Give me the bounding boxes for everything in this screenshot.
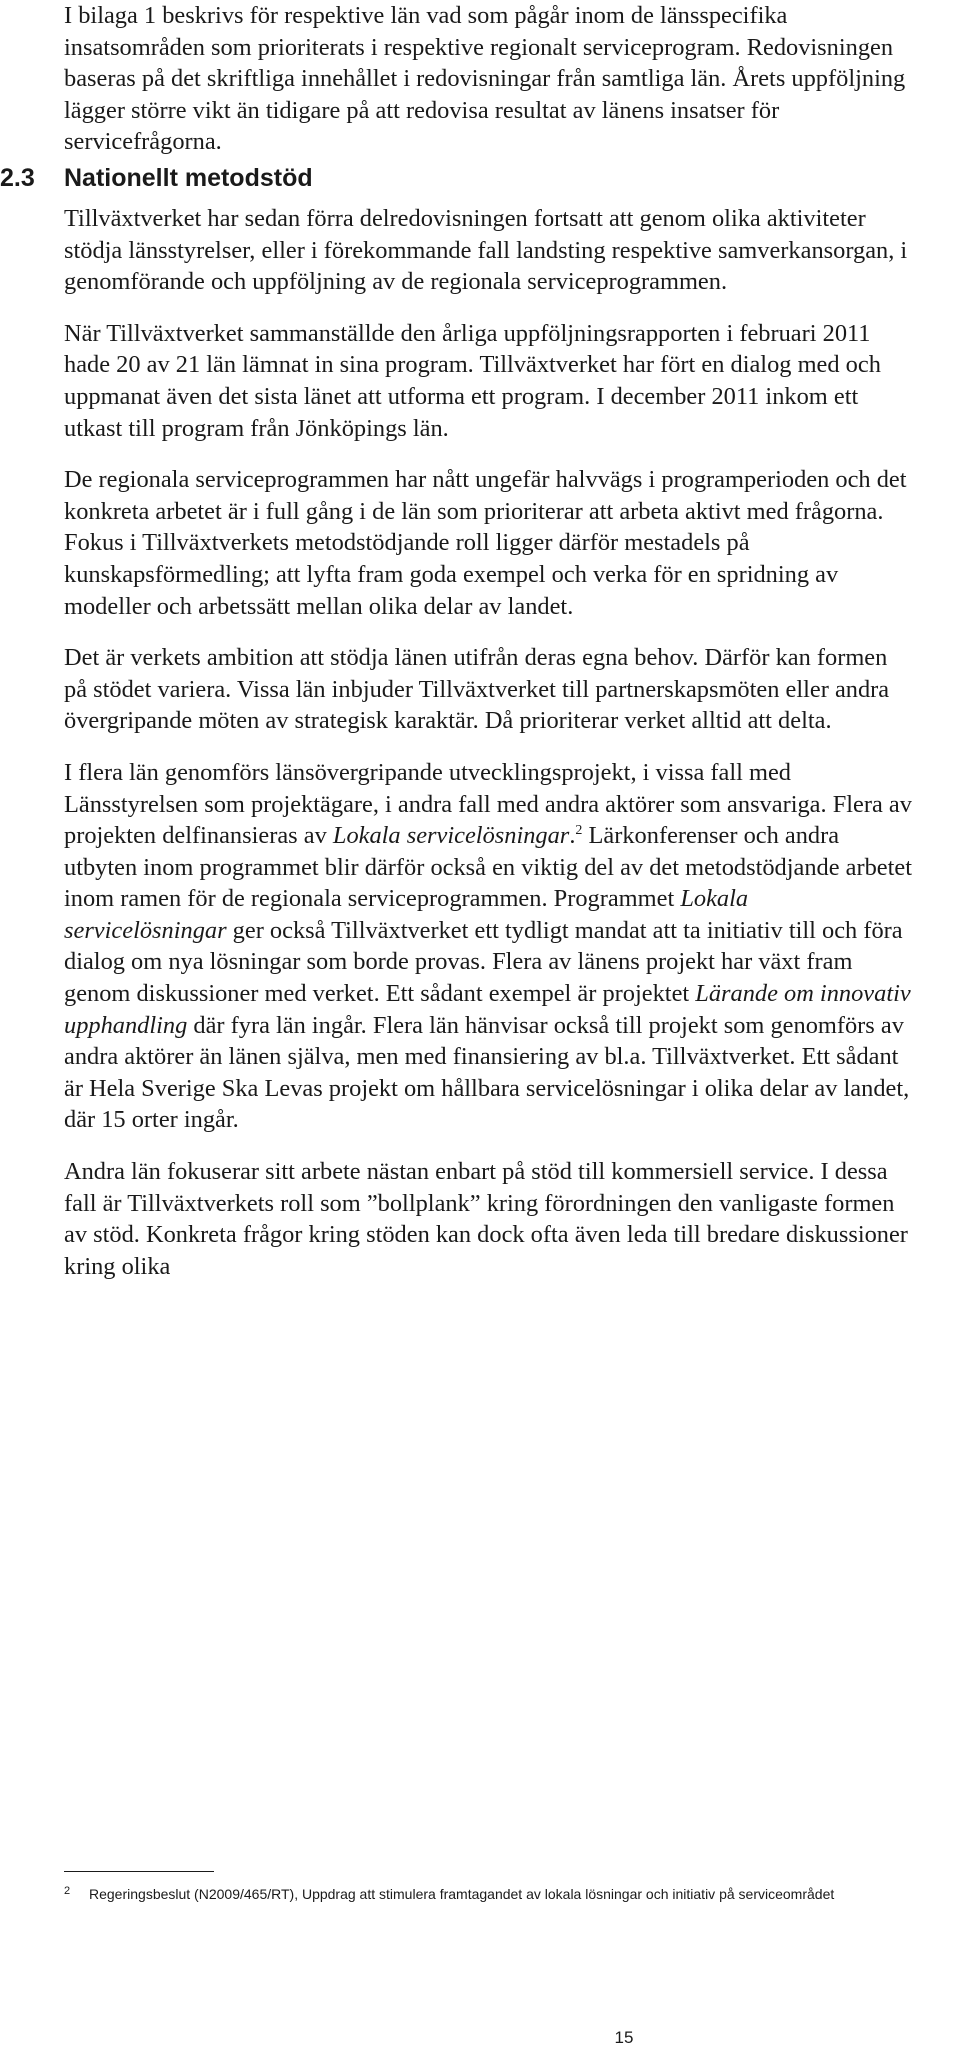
section-body: [64, 203, 916, 1302]
paragraph-1: Tillväxtverket har sedan förra delredovisningen fortsatt att genom olika aktiviteter stödja länsstyrelser, eller i förekommande fall landsting respektive samverkansorgan, i genomförande och uppföljning av de regionala serviceprogrammen.: [64, 205, 908, 296]
italic-program-name-2: Lokala servicelösningar: [64, 885, 749, 944]
paragraph-5-part-c: ger också Tillväxtverket ett tydligt mandat att ta initiativ till och föra dialog om nya lösningar som borde provas. Flera av länens projekt har växt fram genom diskussioner med verket. Ett sådant exempel är projektet: [64, 916, 903, 1008]
paragraph-2: När Tillväxtverket sammanställde den årliga uppföljningsrapporten i februari 2011 hade 20 av 21 län lämnat in sina program. Tillväxtverket har fört en dialog med och uppmanat även det sista länet att utforma ett program. I december 2011 inkom ett utkast till program från Jönköpings län.: [64, 319, 881, 442]
paragraph-5-part-b: Lärkonferenser och andra utbyten inom programmet blir därför också en viktig del av det metodstödjande arbetet inom ramen för de regionala serviceprogrammen. Programmet: [64, 822, 913, 913]
intro-block: [64, 0, 916, 178]
paragraph-5-part-a: I flera län genomförs länsövergripande utvecklingsprojekt, i vissa fall med Länsstyrelsen som projektägare, i andra fall med andra aktörer som ansvariga. Flera av projekten delfinansieras av: [64, 758, 912, 850]
paragraph-3: De regionala serviceprogrammen har nått ungefär halvvägs i programperioden och det konkreta arbetet är i full gång i de län som prioriterar att arbeta aktivt med frågorna. Fokus i Tillväxtverkets metodstödjande roll ligger därför mestadels på kunskapsförmedling; att lyfta fram goda exempel och verka för en spridning av modeller och arbetssätt mellan olika delar av landet.: [64, 466, 907, 620]
footnote: [64, 1884, 916, 1904]
section-title: Nationellt metodstöd: [64, 164, 313, 192]
paragraph-6: Andra län fokuserar sitt arbete nästan enbart på stöd till kommersiell service. I dessa fall är Tillväxtverkets roll som ”bollplank” kring förordningen den vanligaste formen av stöd. Konkreta frågor kring stöden kan dock ofta även leda till bredare diskussioner kring olika: [64, 1158, 908, 1280]
section-number: 2.3: [0, 164, 35, 192]
intro-paragraph: I bilaga 1 beskrivs för respektive län vad som pågår inom de länsspecifika insatsområden som prioriterats i respektive regionalt serviceprogram. Redovisningen baseras på det skriftliga innehållet i redovisningar från samtliga län. Årets uppföljning lägger större vikt än tidigare på att redovisa resultat av länens insatser för servicefrågorna.: [64, 2, 906, 156]
section-heading: [0, 162, 313, 194]
italic-project-name: Lärande om innovativ upphandling: [64, 980, 911, 1039]
footnote-reference: 2: [575, 823, 583, 839]
paragraph-5: I flera län genomförs länsövergripande utvecklingsprojekt, i vissa fall med Länsstyrelsen som projektägare, i andra fall med andra aktörer som ansvariga. Flera av projekten delfinansieras av Lokala servicelösningar.$^2$ Lärkonferenser och andra utbyten inom programmet blir därför också en viktig del av det metodstödjande arbetet inom ramen för de regionala serviceprogrammen. Programmet Lokala servicelösningar ger också Tillväxtverket ett tydligt mandat att ta initiativ till och föra dialog om nya lösningar som borde provas. Flera av länens projekt har växt fram genom diskussioner med verket. Ett sådant exempel är projektet Lärande om innovativ upphandling där fyra län ingår. Flera län hänvisar också till projekt som genomförs av andra aktörer än länen själva, men med finansiering av bl.a. Tillväxtverket. Ett sådant är Hela Sverige Ska Levas projekt om hållbara servicelösningar i olika delar av landet, där 15 orter ingår.: [64, 758, 913, 1134]
paragraph-4: Det är verkets ambition att stödja länen utifrån deras egna behov. Därför kan formen på stödet variera. Vissa län inbjuder Tillväxtverket till partnerskapsmöten eller andra övergripande möten av strategisk karaktär. Då prioriterar verket alltid att delta.: [64, 644, 890, 735]
footnote-number: 2: [64, 1885, 71, 1897]
italic-program-name: Lokala servicelösningar: [332, 822, 570, 850]
footnote-divider: [64, 1871, 214, 1872]
page-number: 15: [614, 2028, 634, 2047]
footnote-text: Regeringsbeslut (N2009/465/RT), Uppdrag att stimulera framtagandet av lokala lösningar och initiativ på serviceområdet: [89, 1886, 835, 1902]
paragraph-5-part-d: där fyra län ingår. Flera län hänvisar också till projekt som genomförs av andra aktörer än länen själva, men med finansiering av bl.a. Tillväxtverket. Ett sådant är Hela Sverige Ska Levas projekt om hållbara servicelösningar i olika delar av landet, där 15 orter ingår.: [64, 1011, 910, 1134]
